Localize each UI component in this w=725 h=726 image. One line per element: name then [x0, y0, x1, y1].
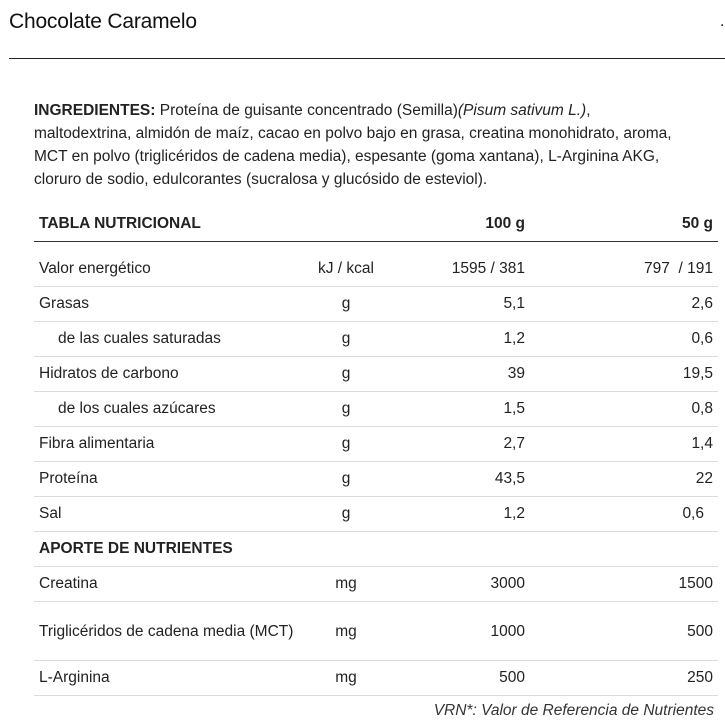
row-unit: mg	[300, 567, 392, 602]
row-per-100g: 1,2	[392, 497, 530, 532]
row-name: Hidratos de carbono	[34, 357, 300, 392]
row-unit: mg	[300, 602, 392, 661]
row-per-50g: 1,4	[530, 427, 718, 462]
row-unit: kJ / kcal	[300, 252, 392, 287]
row-per-100g: 39	[392, 357, 530, 392]
row-per-100g: 1,2	[392, 322, 530, 357]
row-per-100g: 43,5	[392, 462, 530, 497]
row-per-100g: 500	[392, 661, 530, 696]
row-name: de las cuales saturadas	[34, 322, 300, 357]
row-name: Proteína	[34, 462, 300, 497]
edge-dot: .	[720, 13, 725, 30]
header-per-50g: 50 g	[530, 207, 718, 242]
table-row	[34, 427, 718, 462]
table-row	[34, 252, 718, 287]
header-name: TABLA NUTRICIONAL	[34, 207, 300, 242]
row-per-50g: 2,6	[530, 287, 718, 322]
nutrition-table-header	[34, 207, 718, 242]
row-per-50g: 500	[530, 602, 718, 661]
row-per-50g: 22	[530, 462, 718, 497]
ingredients-text-start: Proteína de guisante concentrado (Semilla)	[155, 102, 458, 119]
row-name: Triglicéridos de cadena media (MCT)	[34, 602, 300, 661]
table-row	[34, 357, 718, 392]
row-unit: g	[300, 392, 392, 427]
table-row	[34, 567, 718, 602]
nutrients-section-row	[34, 532, 718, 567]
table-spacer	[34, 242, 718, 253]
row-per-50g: 1500	[530, 567, 718, 602]
ingredients-paragraph	[34, 99, 684, 191]
row-per-50g: 0,6	[530, 322, 718, 357]
row-unit: mg	[300, 661, 392, 696]
table-row	[34, 462, 718, 497]
row-unit: g	[300, 287, 392, 322]
row-name: Grasas	[34, 287, 300, 322]
nutrients-section-heading: APORTE DE NUTRIENTES	[34, 532, 718, 567]
table-row	[34, 602, 718, 661]
title-divider	[9, 58, 725, 59]
table-row	[34, 497, 718, 532]
row-per-100g: 1,5	[392, 392, 530, 427]
row-per-100g: 3000	[392, 567, 530, 602]
nutrition-table	[34, 207, 718, 696]
row-name: de los cuales azúcares	[34, 392, 300, 427]
row-name: Valor energético	[34, 252, 300, 287]
row-name: Fibra alimentaria	[34, 427, 300, 462]
ingredients-text-rest: , maltodextrina, almidón de maíz, cacao en polvo bajo en grasa, creatina monohidrato, aroma, MCT en polvo (triglicéridos de cadena media), espesante (goma xantana), L-Arginina AKG, cloruro de sodio, edulcorantes (sucralosa y glucósido de esteviol).	[34, 102, 672, 188]
row-per-100g: 5,1	[392, 287, 530, 322]
table-row	[34, 322, 718, 357]
row-per-100g: 2,7	[392, 427, 530, 462]
row-name: Sal	[34, 497, 300, 532]
row-unit: g	[300, 322, 392, 357]
row-per-100g: 1000	[392, 602, 530, 661]
table-row	[34, 392, 718, 427]
row-per-100g: 1595 / 381	[392, 252, 530, 287]
table-row	[34, 661, 718, 696]
row-per-50g: 19,5	[530, 357, 718, 392]
row-per-50g: 0,8	[530, 392, 718, 427]
row-per-50g: 797 / 191	[530, 252, 718, 287]
row-per-50g: 0,6	[530, 497, 718, 532]
product-title: Chocolate Caramelo	[9, 10, 197, 33]
row-name: L-Arginina	[34, 661, 300, 696]
ingredients-label: INGREDIENTES:	[34, 102, 156, 119]
row-unit: g	[300, 497, 392, 532]
row-unit: g	[300, 427, 392, 462]
row-unit: g	[300, 462, 392, 497]
footnote-vrn: VRN*: Valor de Referencia de Nutrientes	[433, 702, 714, 719]
row-unit: g	[300, 357, 392, 392]
row-per-50g: 250	[530, 661, 718, 696]
table-row	[34, 287, 718, 322]
row-name: Creatina	[34, 567, 300, 602]
header-per-100g: 100 g	[392, 207, 530, 242]
header-unit	[300, 207, 392, 242]
ingredients-latin-name: (Pisum sativum L.)	[457, 102, 587, 119]
